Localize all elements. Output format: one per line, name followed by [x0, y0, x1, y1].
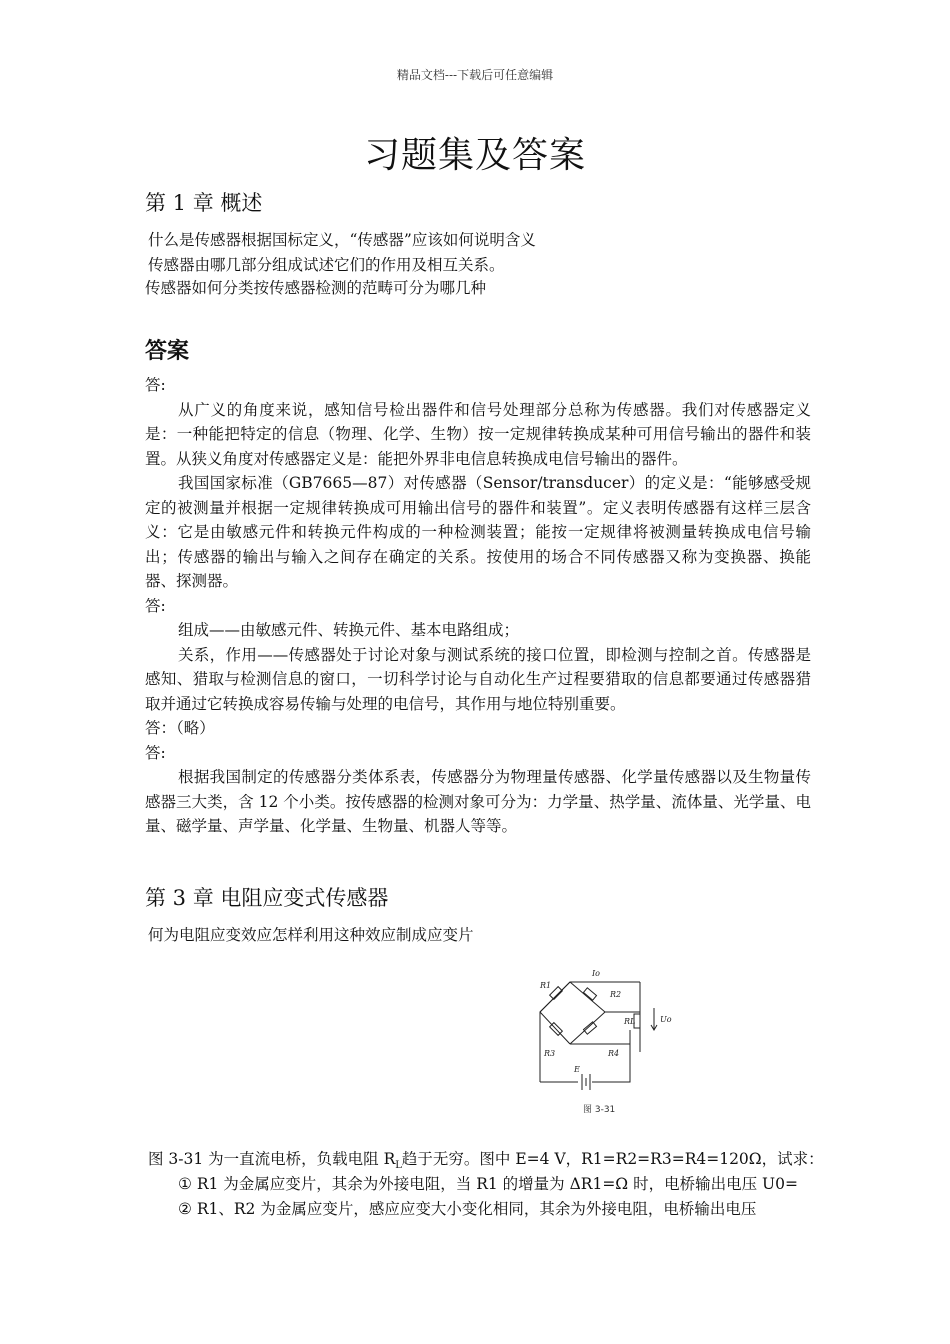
document-title: 习题集及答案: [363, 135, 586, 176]
answer-1-paragraph-2: 我国国家标准（GB7665—87）对传感器（Sensor/transducer）的定义是：“能够感受规定的被测量并根据一定规律转换成可用输出信号的器件和装置”。定义表明传感器有这样三层含义：它是由敏感元件和转换元件构成的一种检测装置；能按一定规律将被测量转换成电信号输出；传感器的输出与输入之间存在确定的关系。按使用的场合不同传感器又称为变换器、换能器、探测器。: [145, 474, 811, 590]
label-r2: R2: [610, 990, 622, 999]
problem-intro: [148, 1147, 824, 1171]
page-header: 精品文档---下载后可任意编辑: [396, 68, 554, 82]
answers-heading: 答案: [145, 338, 190, 364]
answer-4-paragraph-1: 根据我国制定的传感器分类体系表，传感器分为物理量传感器、化学量传感器以及生物量传感器三大类，含 12 个小类。按传感器的检测对象可分为：力学量、热学量、流体量、光学量、电量、磁学量、声学量、化学量、生物量、机器人等等。: [145, 768, 811, 835]
chapter3-heading: 第 3 章 电阻应变式传感器: [145, 886, 389, 910]
answer-2-paragraph-2: 关系，作用——传感器处于讨论对象与测试系统的接口位置，即检测与控制之首。传感器是感知、猎取与检测信息的窗口，一切科学讨论与自动化生产过程要猎取的信息都要通过传感器猎取并通过它转换成容易传输与处理的电信号，其作用与地位特别重要。: [145, 645, 811, 713]
problem-item-1: ① R1 为金属应变片，其余为外接电阻，当 R1 的增量为 ΔR1=Ω 时，电桥输出电压 U0=: [178, 1175, 798, 1193]
question-3: 传感器如何分类按传感器检测的范畴可分为哪几种: [145, 279, 487, 297]
label-io: Io: [592, 969, 600, 978]
figure-caption: 图 3-31: [583, 1105, 616, 1115]
answer-1-paragraph-1: 从广义的角度来说，感知信号检出器件和信号处理部分总称为传感器。我们对传感器定义是：一种能把特定的信息（物理、化学、生物）按一定规律转换成某种可用信号输出的器件和装置。从狭义角度对传感器定义是：能把外界非电信息转换成电信号输出的器件。: [145, 400, 811, 468]
question-2: 传感器由哪几部分组成试述它们的作用及相互关系。: [148, 256, 505, 274]
chapter1-heading: 第 1 章 概述: [145, 191, 263, 215]
bridge-circuit-figure: [530, 962, 680, 1122]
answer-4-label: 答:: [145, 743, 166, 762]
label-rl: RL: [624, 1017, 636, 1026]
answer-3-label: 答：（略）: [145, 719, 215, 737]
question-1: 什么是传感器根据国标定义，“传感器”应该如何说明含义: [148, 231, 536, 249]
label-r3: R3: [544, 1049, 556, 1058]
problem-intro-part2: 趋于无穷。图中 E=4 V，R1=R2=R3=R4=120Ω，试求：: [401, 1150, 824, 1168]
label-e: E: [574, 1065, 580, 1074]
problem-intro-part1: 图 3-31 为一直流电桥，负载电阻 R: [148, 1150, 396, 1168]
answer-2-paragraph-1: 组成——由敏感元件、转换元件、基本电路组成；: [178, 621, 520, 639]
problem-intro-sub: L: [395, 1160, 402, 1172]
label-r1: R1: [540, 981, 552, 990]
problem-item-2: ② R1、R2 为金属应变片，感应应变大小变化相同，其余为外接电阻，电桥输出电压: [178, 1200, 757, 1218]
chapter3-question-1: 何为电阻应变效应怎样利用这种效应制成应变片: [148, 926, 474, 944]
label-r4: R4: [608, 1049, 620, 1058]
answer-block-1: [145, 373, 811, 839]
answer-2-label: 答:: [145, 596, 166, 615]
label-uo: Uo: [660, 1015, 672, 1024]
answer-1-label: 答:: [145, 376, 166, 394]
